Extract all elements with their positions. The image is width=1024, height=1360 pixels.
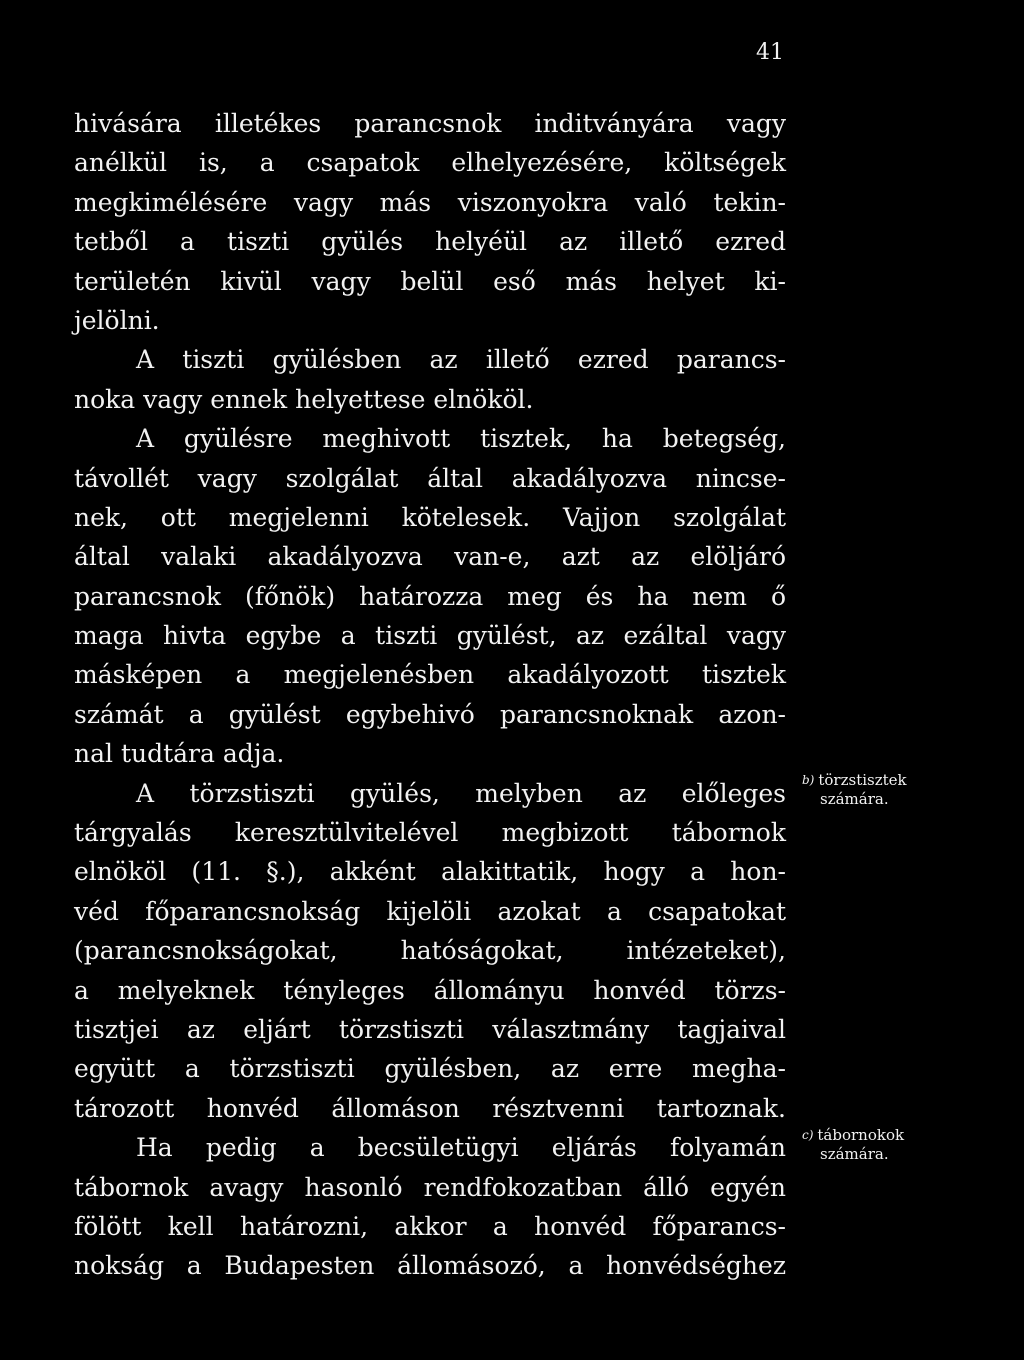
text-line: noka vagy ennek helyettese elnököl.: [74, 384, 534, 414]
paragraph-first-line: Ha pedig a becsületügyi eljárás folyamán: [136, 1133, 786, 1163]
text-line: tisztjei az eljárt törzstiszti választmány tagjaival: [74, 1014, 786, 1044]
text-line: jelölni.: [74, 305, 160, 335]
margin-note-text: törzstisztek: [818, 771, 907, 789]
margin-note-b: [802, 771, 907, 809]
text-line: hivására illetékes parancsnok inditványára vagy: [74, 109, 786, 138]
text-line: által valaki akadályozva van-e, azt az elöljáró: [74, 542, 786, 572]
text-line: nek, ott megjelenni kötelesek. Vajjon szolgálat: [74, 502, 786, 532]
text-line: megkimélésére vagy más viszonyokra való tekin-: [74, 187, 786, 217]
paragraph-first-line: A tiszti gyülésben az illető ezred parancs-: [136, 345, 786, 375]
text-line: (parancsnokságokat, hatóságokat, intézeteket),: [74, 936, 786, 966]
text-line: tábornok avagy hasonló rendfokozatban álló egyén: [74, 1172, 786, 1202]
text-line: maga hivta egybe a tiszti gyülést, az ezáltal vagy: [74, 621, 786, 651]
margin-note-text: számára.: [820, 790, 889, 808]
margin-note-c: [802, 1126, 904, 1164]
text-line: elnököl (11. §.), akként alakittatik, hogy a hon-: [74, 857, 786, 887]
body-text: [74, 104, 786, 1286]
margin-note-text: számára.: [820, 1145, 889, 1163]
margin-note-text: tábornokok: [817, 1126, 905, 1144]
text-line: távollét vagy szolgálat által akadályozva nincse-: [74, 463, 786, 493]
text-line: tározott honvéd állomáson résztvenni tartoznak.: [74, 1093, 786, 1123]
text-line: véd főparancsnokság kijelöli azokat a csapatokat: [74, 896, 786, 926]
text-line: számát a gyülést egybehivó parancsnoknak azon-: [74, 699, 786, 729]
text-line: tetből a tiszti gyülés helyéül az illető ezred: [74, 227, 786, 257]
text-line: a melyeknek tényleges állományu honvéd törzs-: [74, 975, 786, 1005]
page-number: 41: [756, 40, 784, 65]
text-line: anélkül is, a csapatok elhelyezésére, költségek: [74, 148, 786, 178]
text-line: parancsnok (főnök) határozza meg és ha nem ő: [74, 581, 786, 611]
text-line: nal tudtára adja.: [74, 739, 285, 769]
paragraph-first-line: A gyülésre meghivott tisztek, ha betegség,: [136, 424, 786, 454]
text-line: nokság a Budapesten állomásozó, a honvédséghez: [74, 1251, 786, 1281]
text-line: fölött kell határozni, akkor a honvéd főparancs-: [74, 1211, 786, 1241]
paragraph-first-line: A törzstiszti gyülés, melyben az előleges: [136, 778, 786, 808]
text-line: együtt a törzstiszti gyülésben, az erre megha-: [74, 1054, 786, 1084]
text-line: másképen a megjelenésben akadályozott tisztek: [74, 660, 786, 690]
text-line: tárgyalás keresztülvitelével megbizott tábornok: [74, 818, 786, 848]
margin-note-marker: b): [802, 773, 815, 787]
margin-note-marker: c): [802, 1128, 814, 1142]
text-line: területén kivül vagy belül eső más helyet ki-: [74, 266, 786, 296]
